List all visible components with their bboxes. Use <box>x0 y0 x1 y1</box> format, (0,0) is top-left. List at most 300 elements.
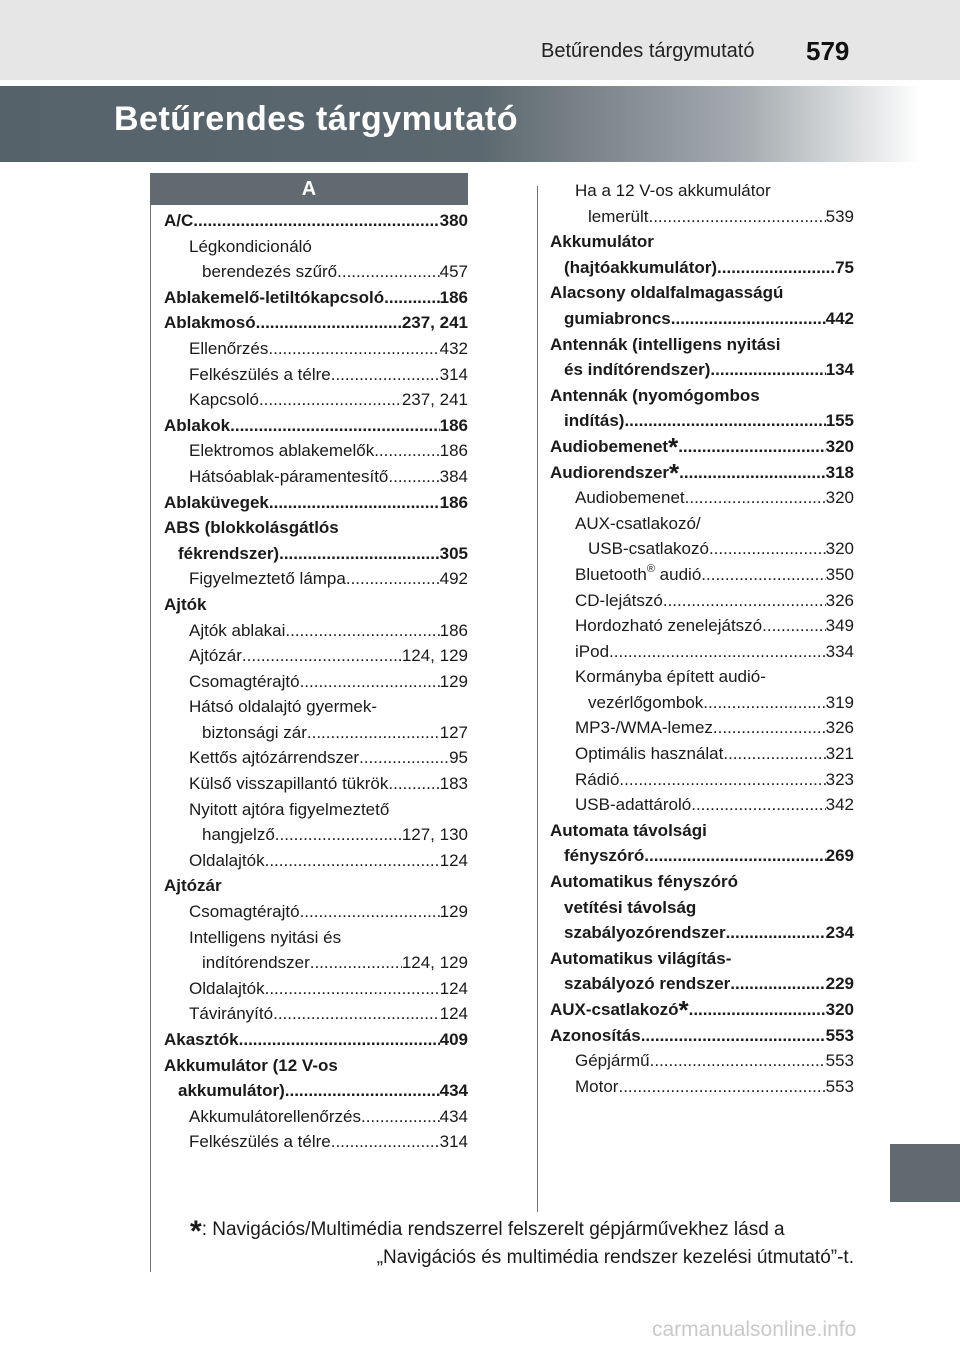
index-heading: Akkumulátor (12 V-os <box>164 1055 338 1075</box>
entry-page: 553 <box>825 1076 854 1096</box>
entry-text: AUX-csatlakozó <box>550 1000 679 1019</box>
entry-page: 186 <box>439 492 468 512</box>
entry-label <box>189 387 259 413</box>
entry-page: 434 <box>439 1081 468 1101</box>
entry-text: szabályozórendszer <box>564 923 726 943</box>
entry-label <box>575 767 619 793</box>
entry-text: vezérlőgombok <box>588 692 704 712</box>
entry-text: akkumulátor) <box>178 1081 285 1101</box>
dot-leader <box>723 741 825 767</box>
index-entry <box>164 566 468 592</box>
entry-page: 457 <box>439 262 468 282</box>
dot-leader <box>726 920 826 946</box>
entry-label <box>564 306 671 332</box>
registered-mark: ® <box>646 563 655 576</box>
entry-label <box>189 362 331 388</box>
entry-label <box>575 715 713 741</box>
index-heading: Intelligens nyitási és <box>189 927 342 947</box>
index-entry <box>550 431 854 462</box>
entry-text: hangjelző <box>202 825 275 845</box>
index-heading: Ajtózár <box>164 876 222 896</box>
dot-leader <box>730 971 825 997</box>
entry-text: CD-lejátszó <box>575 590 663 610</box>
entry-text: és indítórendszer) <box>564 360 711 380</box>
entry-text: Audiobemenet <box>550 436 669 456</box>
entry-page: 539 <box>825 206 854 226</box>
entry-text: Ellenőrzés <box>189 338 269 358</box>
dot-leader <box>239 1027 440 1053</box>
entry-page: 384 <box>439 466 468 486</box>
index-entry <box>164 208 468 234</box>
index-heading: Légkondicionáló <box>189 236 312 256</box>
entry-text: lemerült <box>588 206 649 226</box>
footnote <box>190 1216 854 1272</box>
entry-page: 129 <box>439 902 468 922</box>
entry-page: 75 <box>835 257 854 277</box>
index-column-right <box>550 178 854 1099</box>
section-tab <box>890 1144 960 1202</box>
dot-leader <box>762 613 826 639</box>
footnote-star: * <box>678 995 689 1025</box>
entry-page: 432 <box>439 338 468 358</box>
entry-page: 350 <box>825 564 854 584</box>
dot-leader <box>279 541 440 567</box>
entry-label <box>550 431 679 462</box>
index-entry <box>164 438 468 464</box>
entry-text: Felkészülés a télre <box>189 1132 331 1152</box>
index-entry <box>164 771 468 797</box>
dot-leader <box>701 562 825 588</box>
entry-page: 269 <box>825 846 854 866</box>
index-heading: Automata távolsági <box>550 820 707 840</box>
entry-label <box>189 976 265 1002</box>
index-entry <box>164 1129 468 1155</box>
index-entry <box>164 1001 468 1027</box>
index-entry <box>550 588 854 614</box>
dot-leader <box>685 485 826 511</box>
running-head: Betűrendes tárgymutató <box>541 40 755 62</box>
entry-label <box>564 255 717 281</box>
entry-page: 320 <box>825 488 854 508</box>
entry-text: Figyelmeztető lámpa <box>189 569 346 589</box>
entry-label <box>189 1001 273 1027</box>
dot-leader <box>265 976 440 1002</box>
entry-page: 380 <box>439 211 468 230</box>
entry-label <box>189 438 374 464</box>
entry-label <box>178 1078 285 1104</box>
dot-leader <box>331 1129 440 1155</box>
index-entry <box>550 562 854 588</box>
column-divider <box>537 186 538 1212</box>
entry-text: Gépjármű <box>575 1051 650 1071</box>
entry-page: 492 <box>439 569 468 589</box>
entry-label <box>575 588 663 614</box>
dot-leader <box>300 669 440 695</box>
index-entry <box>164 413 468 439</box>
dot-leader <box>717 255 835 281</box>
dot-leader <box>230 413 439 439</box>
entry-page: 553 <box>825 1025 854 1045</box>
left-rule <box>150 200 151 1272</box>
entry-label <box>202 259 337 285</box>
index-entry <box>164 490 468 516</box>
entry-page: 342 <box>825 795 854 815</box>
entry-page: 155 <box>825 411 854 431</box>
entry-text: Ablakmosó <box>164 313 256 333</box>
entry-label <box>202 950 310 976</box>
index-entry <box>164 1078 468 1104</box>
entry-label <box>564 971 730 997</box>
entry-text: Kapcsoló <box>189 390 259 410</box>
index-entry <box>164 822 468 848</box>
entry-text: fényszóró <box>564 846 645 866</box>
entry-page: 320 <box>825 436 854 456</box>
dot-leader <box>710 357 825 383</box>
entry-text: Ajtózár <box>189 646 242 666</box>
index-column-left <box>164 208 468 1155</box>
dot-leader <box>703 690 825 716</box>
entry-label <box>189 643 242 669</box>
entry-text: Ablaküvegek <box>164 492 269 512</box>
entry-text: gumiabroncs <box>564 308 671 328</box>
entry-text: Optimális használat <box>575 744 724 764</box>
index-heading: Ha a 12 V-os akkumulátor <box>575 181 771 200</box>
dot-leader <box>384 285 440 311</box>
entry-page: 442 <box>825 308 854 328</box>
entry-page: 124 <box>439 1004 468 1024</box>
entry-label <box>189 566 346 592</box>
entry-page: 553 <box>825 1051 854 1071</box>
index-heading: AUX-csatlakozó/ <box>575 513 701 533</box>
entry-text: USB-adattároló <box>575 795 692 815</box>
dot-leader <box>374 438 439 464</box>
dot-leader <box>307 720 440 746</box>
entry-text: indítórendszer <box>202 953 310 973</box>
index-entry <box>550 741 854 767</box>
entry-text: Külső visszapillantó tükrök <box>189 774 389 794</box>
entry-label <box>164 208 193 234</box>
entry-page: 186 <box>439 287 468 307</box>
dot-leader <box>275 822 402 848</box>
entry-label <box>550 457 680 488</box>
index-heading: Nyitott ajtóra figyelmeztető <box>189 799 390 819</box>
entry-page: 186 <box>439 620 468 640</box>
index-entry <box>550 767 854 793</box>
entry-text: szabályozó rendszer <box>564 974 731 994</box>
index-heading: ABS (blokkolásgátlós <box>164 518 339 538</box>
index-heading: Automatikus fényszóró <box>550 872 738 892</box>
entry-label <box>564 920 726 946</box>
entry-text: Távirányító <box>189 1004 274 1024</box>
entry-label <box>575 613 762 639</box>
entry-text: Bluetooth <box>575 564 647 584</box>
index-entry <box>164 310 468 336</box>
index-entry <box>164 899 468 925</box>
index-heading: vetítési távolság <box>564 897 697 917</box>
entry-label <box>575 792 691 818</box>
index-heading: Akkumulátor <box>550 232 654 252</box>
footnote-text-1: : Navigációs/Multimédia rendszerrel felszerelt gépjárművekhez lásd a <box>201 1219 785 1240</box>
entry-text: Ajtók ablakai <box>189 620 286 640</box>
dot-leader <box>310 950 402 976</box>
index-entry <box>550 457 854 488</box>
dot-leader <box>361 1104 440 1130</box>
dot-leader <box>618 1074 825 1100</box>
index-entry <box>164 1027 468 1053</box>
page-number: 579 <box>806 36 850 66</box>
entry-page: 237, 241 <box>401 313 468 333</box>
footnote-line-2: „Navigációs és multimédia rendszer kezelési útmutató”-t. <box>376 1247 854 1268</box>
index-entry <box>550 843 854 869</box>
entry-text: Oldalajtók <box>189 850 265 870</box>
entry-page: 124, 129 <box>401 646 468 666</box>
index-heading: Ajtók <box>164 594 207 614</box>
entry-page: 434 <box>439 1106 468 1126</box>
index-entry <box>164 285 468 311</box>
entry-page: 409 <box>439 1030 468 1049</box>
entry-text: (hajtóakkumulátor) <box>564 257 718 277</box>
entry-text: MP3-/WMA-lemez <box>575 718 713 738</box>
entry-page: 183 <box>439 774 468 794</box>
footnote-star: * <box>668 431 679 462</box>
dot-leader <box>359 745 449 771</box>
entry-page: 321 <box>825 744 854 764</box>
entry-label <box>164 1027 239 1053</box>
index-entry <box>164 745 468 771</box>
entry-text: Azonosítás <box>550 1025 641 1045</box>
index-entry <box>550 536 854 562</box>
index-entry <box>550 204 854 230</box>
entry-page: 127, 130 <box>401 825 468 845</box>
entry-text: Csomagtérajtó <box>189 671 300 691</box>
dot-leader <box>285 618 439 644</box>
entry-text: indítás) <box>564 411 625 431</box>
entry-page: 320 <box>825 539 854 559</box>
index-entry <box>164 336 468 362</box>
index-heading: Antennák (intelligens nyitási <box>550 334 781 354</box>
entry-label <box>575 1074 618 1100</box>
entry-page: 326 <box>825 590 854 610</box>
entry-text: Elektromos ablakemelők <box>189 441 375 461</box>
dot-leader <box>388 464 439 490</box>
index-entry <box>164 848 468 874</box>
entry-page: 124, 129 <box>401 953 468 973</box>
dot-leader <box>609 639 826 665</box>
dot-leader <box>663 588 826 614</box>
index-entry <box>550 1074 854 1100</box>
entry-label <box>575 639 609 665</box>
entry-page: 237, 241 <box>401 390 468 410</box>
entry-label <box>189 464 388 490</box>
index-entry <box>164 259 468 285</box>
dot-leader <box>268 336 439 362</box>
entry-label <box>164 490 269 516</box>
entry-page: 234 <box>825 923 854 943</box>
entry-label <box>564 357 710 383</box>
index-entry <box>550 639 854 665</box>
entry-page: 305 <box>439 543 468 563</box>
entry-label <box>164 413 230 439</box>
dot-leader <box>388 771 439 797</box>
index-entry <box>550 408 854 434</box>
entry-page: 229 <box>825 974 854 994</box>
entry-text: Audiorendszer <box>550 462 670 482</box>
dot-leader <box>689 997 826 1023</box>
dot-leader <box>679 460 825 486</box>
entry-text: A/C <box>164 211 194 230</box>
entry-label <box>189 618 285 644</box>
entry-page: 186 <box>439 415 468 435</box>
entry-label <box>588 536 709 562</box>
index-entry <box>550 997 854 1023</box>
dot-leader <box>346 566 440 592</box>
entry-page: 326 <box>825 718 854 738</box>
entry-text: berendezés szűrő <box>202 262 338 282</box>
watermark: carmanualsonline.info <box>652 1318 857 1341</box>
dot-leader <box>678 434 825 460</box>
entry-label <box>189 899 300 925</box>
index-entry <box>164 541 468 567</box>
entry-label <box>564 843 644 869</box>
entry-label <box>178 541 279 567</box>
dot-leader <box>641 1023 826 1049</box>
entry-label <box>189 848 265 874</box>
dot-leader <box>285 1078 440 1104</box>
index-entry <box>164 976 468 1002</box>
dot-leader <box>265 848 440 874</box>
entry-label <box>550 1023 641 1049</box>
entry-page: 129 <box>439 671 468 691</box>
entry-label <box>189 1129 331 1155</box>
entry-page: 320 <box>825 1000 854 1019</box>
entry-label <box>575 741 723 767</box>
index-entry <box>550 255 854 281</box>
entry-label <box>164 285 384 311</box>
footnote-mark: * <box>190 1215 202 1248</box>
dot-leader <box>619 767 825 793</box>
entry-text: USB-csatlakozó <box>588 539 709 559</box>
index-entry <box>164 387 468 413</box>
entry-text: Audiobemenet <box>575 488 685 508</box>
entry-label <box>588 204 648 230</box>
entry-label <box>575 1048 650 1074</box>
entry-page: 349 <box>825 616 854 636</box>
entry-page: 95 <box>449 748 468 768</box>
entry-text: iPod <box>575 641 610 661</box>
index-entry <box>550 1048 854 1074</box>
entry-page: 323 <box>825 769 854 789</box>
entry-label <box>189 771 388 797</box>
entry-text: Rádió <box>575 769 620 789</box>
dot-leader <box>648 204 825 230</box>
entry-page: 318 <box>825 462 854 482</box>
entry-text: Motor <box>575 1076 619 1096</box>
dot-leader <box>644 843 825 869</box>
dot-leader <box>193 208 439 234</box>
entry-page: 314 <box>439 364 468 384</box>
index-entry <box>550 485 854 511</box>
index-entry <box>550 1023 854 1049</box>
index-heading: Kormányba épített audió- <box>575 667 766 687</box>
entry-page: 334 <box>825 641 854 661</box>
index-entry <box>164 618 468 644</box>
index-entry <box>164 643 468 669</box>
index-entry <box>550 357 854 383</box>
index-entry <box>550 971 854 997</box>
entry-page: 124 <box>439 850 468 870</box>
entry-text: Kettős ajtózárrendszer <box>189 748 360 768</box>
entry-text: Akasztók <box>164 1030 239 1049</box>
dot-leader <box>256 310 402 336</box>
entry-label <box>189 1104 361 1130</box>
entry-text: Hordozható zenelejátszó <box>575 616 763 636</box>
entry-label <box>189 336 268 362</box>
dot-leader <box>691 792 825 818</box>
index-entry <box>164 1104 468 1130</box>
entry-text: biztonsági zár <box>202 722 307 742</box>
entry-label <box>588 690 703 716</box>
index-entry <box>164 720 468 746</box>
index-entry <box>164 362 468 388</box>
entry-label <box>202 822 275 848</box>
entry-text-suffix: audió <box>654 564 702 584</box>
dot-leader <box>709 536 826 562</box>
entry-text: Ablakok <box>164 415 231 435</box>
entry-label <box>189 745 359 771</box>
dot-leader <box>624 408 825 434</box>
dot-leader <box>259 387 402 413</box>
entry-text: Oldalajtók <box>189 978 265 998</box>
dot-leader <box>650 1048 826 1074</box>
entry-page: 186 <box>439 441 468 461</box>
index-heading: Automatikus világítás- <box>550 948 732 968</box>
title-band <box>0 86 960 162</box>
dot-leader <box>300 899 440 925</box>
dot-leader <box>269 490 440 516</box>
dot-leader <box>671 306 826 332</box>
entry-label <box>164 310 256 336</box>
entry-text: Hátsóablak-páramentesítő <box>189 466 389 486</box>
dot-leader <box>242 643 402 669</box>
index-entry <box>550 715 854 741</box>
index-entry <box>164 669 468 695</box>
entry-text: Felkészülés a télre <box>189 364 331 384</box>
entry-page: 124 <box>439 978 468 998</box>
entry-page: 314 <box>439 1132 468 1152</box>
entry-label <box>550 997 689 1023</box>
footnote-star: * <box>669 457 680 488</box>
dot-leader <box>331 362 440 388</box>
footnote-line-1 <box>190 1215 854 1248</box>
index-entry <box>164 950 468 976</box>
entry-page: 319 <box>825 692 854 712</box>
entry-label <box>575 485 685 511</box>
index-heading: Antennák (nyomógombos <box>550 385 760 405</box>
index-heading: Alacsony oldalfalmagasságú <box>550 283 784 303</box>
index-entry <box>550 690 854 716</box>
entry-page: 134 <box>825 360 854 380</box>
entry-text: Akkumulátorellenőrzés <box>189 1106 361 1126</box>
dot-leader <box>273 1001 440 1027</box>
page-title: Betűrendes tárgymutató <box>114 100 518 138</box>
index-entry <box>550 613 854 639</box>
index-heading: Hátsó oldalajtó gyermek- <box>189 697 378 717</box>
entry-text: fékrendszer) <box>178 543 280 563</box>
entry-label <box>564 408 624 434</box>
dot-leader <box>337 259 439 285</box>
entry-text: Ablakemelő-letiltókapcsoló <box>164 287 385 307</box>
entry-label <box>575 562 701 588</box>
